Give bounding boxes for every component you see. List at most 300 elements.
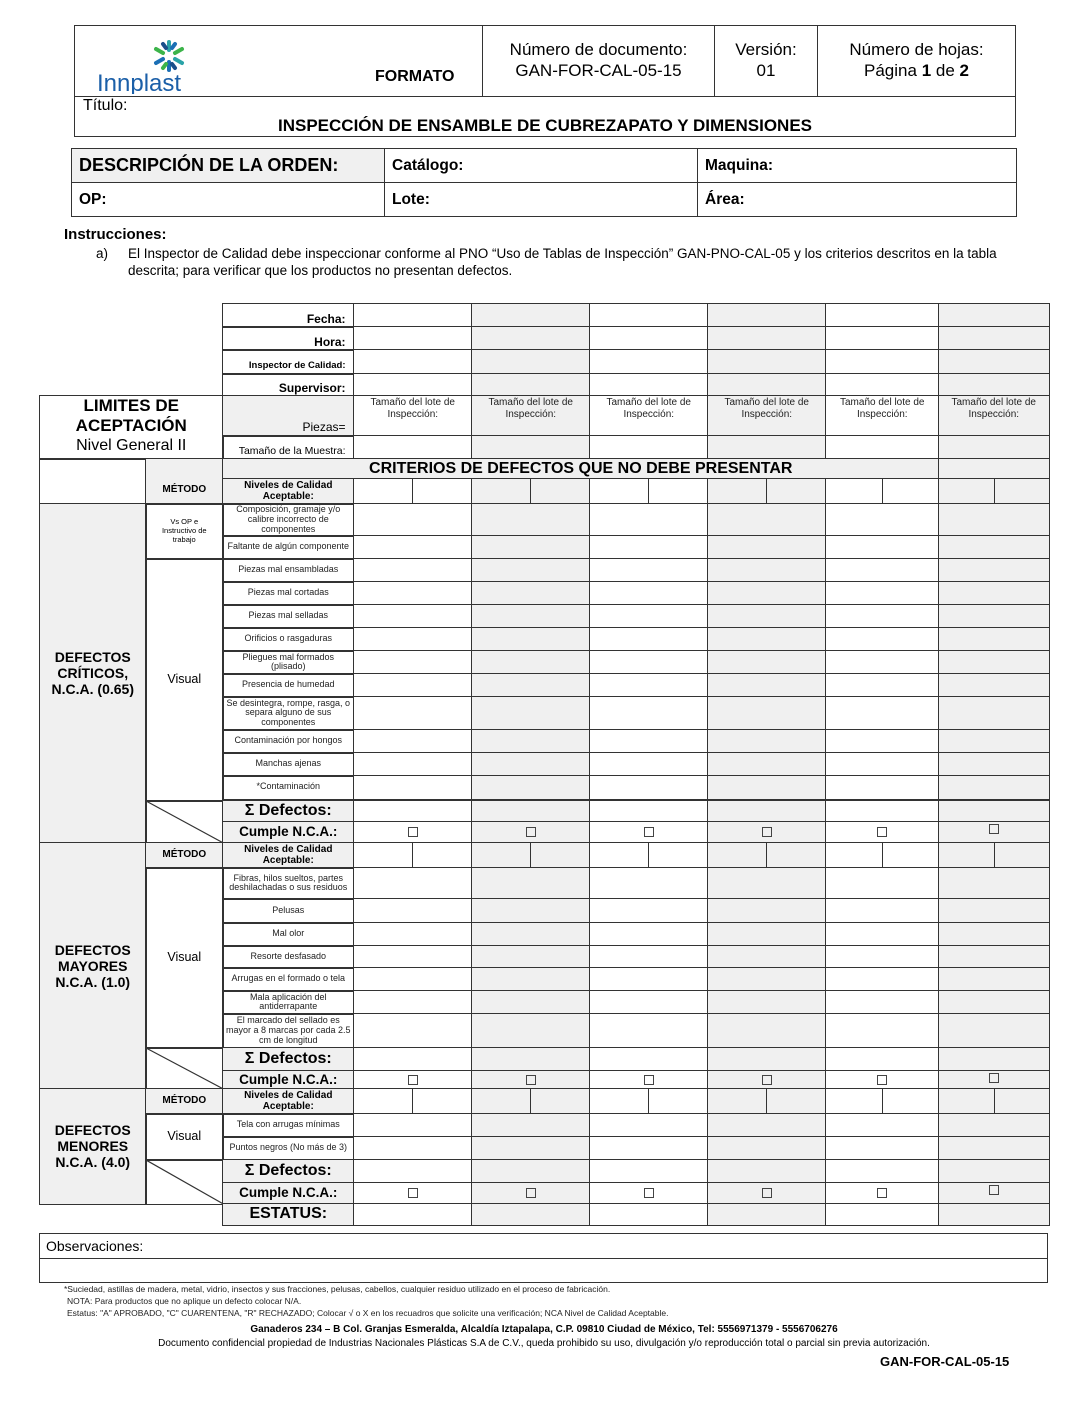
sum-defects-col-1[interactable]: [353, 1159, 473, 1184]
defect-count-col-1[interactable]: [353, 604, 473, 629]
defect-count-col-1[interactable]: [353, 696, 473, 731]
page-current: 1: [921, 61, 932, 80]
checkbox[interactable]: [877, 1075, 887, 1085]
defect-count-col-5[interactable]: [825, 898, 940, 924]
checkbox[interactable]: [526, 827, 536, 837]
defect-count-col-1[interactable]: [353, 775, 473, 800]
defect-count-col-2[interactable]: [471, 729, 591, 754]
defect-count-col-3[interactable]: [589, 627, 709, 652]
sum-defects-col-2[interactable]: [471, 800, 591, 823]
defect-count-col-3[interactable]: [589, 867, 709, 900]
defect-count-col-3[interactable]: [589, 535, 709, 560]
nca-level-col-6-b[interactable]: [994, 1088, 1050, 1115]
sum-defects-col-4[interactable]: [707, 1159, 827, 1184]
defect-count-col-2[interactable]: [471, 1113, 591, 1138]
cumple-nca-col-3[interactable]: [589, 821, 709, 844]
nca-level-col-1-b[interactable]: [412, 478, 473, 505]
defect-count-col-5[interactable]: [825, 696, 940, 731]
logo-snowflake-icon: [93, 38, 213, 94]
hora-field-col-6[interactable]: [938, 326, 1050, 351]
nca-level-col-3-a[interactable]: [589, 1088, 650, 1115]
hora-field-col-1[interactable]: [353, 326, 473, 351]
fecha-field-col-6[interactable]: [938, 303, 1050, 328]
defect-count-col-2[interactable]: [471, 775, 591, 800]
defect-count-col-6[interactable]: [938, 945, 1050, 969]
defect-count-col-5[interactable]: [825, 945, 940, 969]
defect-count-col-6[interactable]: [938, 604, 1050, 629]
defect-count-col-2[interactable]: [471, 581, 591, 606]
nca-level-col-2-b[interactable]: [530, 478, 591, 505]
checkbox[interactable]: [877, 1188, 887, 1198]
defect-count-col-6[interactable]: [938, 990, 1050, 1015]
estatus-col-2[interactable]: [471, 1203, 591, 1226]
cumple-nca-col-4[interactable]: [707, 1070, 827, 1090]
checkbox[interactable]: [762, 1188, 772, 1198]
defect-count-col-2[interactable]: [471, 627, 591, 652]
defect-count-col-2[interactable]: [471, 945, 591, 969]
defect-count-col-6[interactable]: [938, 581, 1050, 606]
nca-level-col-1-b[interactable]: [412, 1088, 473, 1115]
defect-count-col-3[interactable]: [589, 945, 709, 969]
nca-level-col-4-a[interactable]: [707, 478, 768, 505]
cumple-nca-col-2[interactable]: [471, 1182, 591, 1205]
cumple-nca-col-4[interactable]: [707, 1182, 827, 1205]
sum-defects-col-6[interactable]: [938, 1159, 1050, 1184]
defect-count-col-1[interactable]: [353, 1113, 473, 1138]
defect-count-col-4[interactable]: [707, 535, 827, 560]
maquina-field[interactable]: Maquina:: [698, 149, 1017, 183]
lot-size-col-2[interactable]: [471, 395, 591, 437]
defect-count-col-3[interactable]: [589, 581, 709, 606]
sum-defects-label: Σ Defectos:: [222, 800, 355, 823]
defect-count-col-6[interactable]: [938, 503, 1050, 537]
defect-count-col-5[interactable]: [825, 1136, 940, 1161]
estatus-col-1[interactable]: [353, 1203, 473, 1226]
nca-level-col-6-b[interactable]: [994, 842, 1050, 869]
defect-count-col-2[interactable]: [471, 650, 591, 675]
cumple-nca-col-5[interactable]: [825, 821, 940, 844]
lot-size-col-6[interactable]: [938, 395, 1050, 437]
cumple-nca-col-3[interactable]: [589, 1070, 709, 1090]
metodo-header: MÉTODO: [145, 1088, 224, 1115]
nca-level-col-5-a[interactable]: [825, 478, 884, 505]
sum-defects-col-5[interactable]: [825, 1159, 940, 1184]
defect-count-col-5[interactable]: [825, 775, 940, 800]
doc-number-label: Número de documento:: [509, 40, 688, 59]
inspector-field-col-3[interactable]: [589, 349, 709, 375]
defect-count-col-3[interactable]: [589, 558, 709, 583]
inspector-field-col-1[interactable]: [353, 349, 473, 375]
defect-count-col-4[interactable]: [707, 945, 827, 969]
defect-item: Manchas ajenas: [222, 752, 355, 777]
note-contamination: *Suciedad, astillas de madera, metal, vidrio, insectos y sus fracciones, pelusas, cabellos, cualquier residuo utilizado en el proceso de fabricación.: [64, 1284, 611, 1294]
defect-count-col-2[interactable]: [471, 604, 591, 629]
supervisor-field-col-3[interactable]: [589, 373, 709, 397]
defect-count-col-6[interactable]: [938, 922, 1050, 947]
defect-count-col-2[interactable]: [471, 696, 591, 731]
checkbox[interactable]: [762, 1075, 772, 1085]
defect-item: Pelusas: [222, 898, 355, 924]
cumple-nca-col-1[interactable]: [353, 1070, 473, 1090]
hora-field-col-2[interactable]: [471, 326, 591, 351]
supervisor-field-col-5[interactable]: [825, 373, 940, 397]
sum-defects-col-1[interactable]: [353, 800, 473, 823]
defect-count-col-5[interactable]: [825, 627, 940, 652]
catalogo-field[interactable]: Catálogo:: [385, 149, 698, 183]
nca-level-col-5-b[interactable]: [882, 842, 940, 869]
defect-count-col-4[interactable]: [707, 1136, 827, 1161]
nca-level-col-5-b[interactable]: [882, 478, 940, 505]
defect-count-col-4[interactable]: [707, 503, 827, 537]
area-field[interactable]: Área:: [698, 183, 1017, 217]
defect-count-col-1[interactable]: [353, 627, 473, 652]
section-major-label: [39, 842, 147, 1090]
cumple-nca-col-2[interactable]: [471, 821, 591, 844]
sum-defects-col-3[interactable]: [589, 800, 709, 823]
nca-level-col-2-a[interactable]: [471, 478, 532, 505]
defect-count-col-1[interactable]: [353, 898, 473, 924]
instruction-text: El Inspector de Calidad debe inspeccionar conforme al PNO “Uso de Tablas de Inspección” GAN-PNO-CAL-05 y los criterios descritos en la tabla descrita; para verificar que los productos no presentan defectos.: [128, 246, 997, 278]
defect-count-col-1[interactable]: [353, 990, 473, 1015]
sum-defects-col-5[interactable]: [825, 800, 940, 823]
lot-size-col-4[interactable]: [707, 395, 827, 437]
supervisor-field-col-2[interactable]: [471, 373, 591, 397]
nca-level-col-5-b[interactable]: [882, 1088, 940, 1115]
estatus-col-5[interactable]: [825, 1203, 940, 1226]
sum-defects-col-1[interactable]: [353, 1047, 473, 1072]
defect-count-col-6[interactable]: [938, 729, 1050, 754]
checkbox[interactable]: [526, 1075, 536, 1085]
defect-item: Se desintegra, rompe, rasga, o separa alguno de sus componentes: [222, 696, 355, 731]
defect-count-col-3[interactable]: [589, 604, 709, 629]
lote-field[interactable]: Lote:: [385, 183, 698, 217]
sample-size-col-1[interactable]: [353, 435, 473, 460]
defect-item: Resorte desfasado: [222, 945, 355, 969]
defect-count-col-4[interactable]: [707, 898, 827, 924]
defect-count-col-3[interactable]: [589, 1013, 709, 1049]
defect-count-col-5[interactable]: [825, 867, 940, 900]
defect-count-col-3[interactable]: [589, 696, 709, 731]
section-name-line: DEFECTOS: [54, 941, 131, 958]
defect-count-col-1[interactable]: [353, 650, 473, 675]
defect-count-col-1[interactable]: [353, 581, 473, 606]
diagonal-critical: [145, 800, 224, 844]
nca-level-col-6-a[interactable]: [938, 842, 996, 869]
nca-level-col-2-a[interactable]: [471, 842, 532, 869]
defect-count-col-4[interactable]: [707, 696, 827, 731]
version-cell: [714, 26, 817, 96]
defect-count-col-5[interactable]: [825, 558, 940, 583]
defect-count-col-3[interactable]: [589, 967, 709, 992]
inspector-field-col-6[interactable]: [938, 349, 1050, 375]
observations-label: Observaciones:: [40, 1234, 1047, 1259]
defect-count-col-1[interactable]: [353, 558, 473, 583]
defect-count-col-5[interactable]: [825, 673, 940, 698]
checkbox[interactable]: [762, 827, 772, 837]
defect-count-col-6[interactable]: [938, 696, 1050, 731]
defect-count-col-2[interactable]: [471, 1136, 591, 1161]
cumple-nca-col-5[interactable]: [825, 1182, 940, 1205]
nca-level-col-6-a[interactable]: [938, 1088, 996, 1115]
nca-level-col-1-a[interactable]: [353, 1088, 414, 1115]
defect-count-col-3[interactable]: [589, 922, 709, 947]
sum-defects-col-3[interactable]: [589, 1159, 709, 1184]
observations-input[interactable]: [40, 1259, 1047, 1282]
method-vsop: Vs OP e Instructivo de trabajo: [145, 503, 224, 560]
defect-count-col-6[interactable]: [938, 775, 1050, 800]
defect-count-col-4[interactable]: [707, 1113, 827, 1138]
nca-level-col-4-b[interactable]: [766, 842, 827, 869]
defect-count-col-1[interactable]: [353, 752, 473, 777]
checkbox[interactable]: [526, 1188, 536, 1198]
nca-level-col-4-a[interactable]: [707, 842, 768, 869]
nca-level-col-1-b[interactable]: [412, 842, 473, 869]
nca-level-col-3-a[interactable]: [589, 842, 650, 869]
checkbox[interactable]: [408, 1188, 418, 1198]
defect-count-col-1[interactable]: [353, 503, 473, 537]
defect-count-col-2[interactable]: [471, 922, 591, 947]
defect-count-col-4[interactable]: [707, 558, 827, 583]
defect-count-col-5[interactable]: [825, 729, 940, 754]
defect-count-col-2[interactable]: [471, 558, 591, 583]
defect-count-col-4[interactable]: [707, 650, 827, 675]
order-description-table: [71, 148, 1017, 217]
defect-count-col-2[interactable]: [471, 503, 591, 537]
defect-count-col-5[interactable]: [825, 503, 940, 537]
defect-count-col-1[interactable]: [353, 1013, 473, 1049]
nca-level-col-5-a[interactable]: [825, 1088, 884, 1115]
defect-count-col-2[interactable]: [471, 752, 591, 777]
checkbox[interactable]: [989, 1185, 999, 1195]
cumple-nca-col-1[interactable]: [353, 821, 473, 844]
nca-level-col-2-b[interactable]: [530, 1088, 591, 1115]
defect-count-col-2[interactable]: [471, 867, 591, 900]
defect-count-col-5[interactable]: [825, 990, 940, 1015]
cumple-nca-col-6[interactable]: [938, 1070, 1050, 1090]
nca-level-col-6-b[interactable]: [994, 478, 1050, 505]
nca-level-col-3-a[interactable]: [589, 478, 650, 505]
defect-count-col-4[interactable]: [707, 990, 827, 1015]
lot-size-label: Tamaño del lote de Inspección:: [370, 397, 455, 420]
defect-item: El marcado del sellado es mayor a 8 marcas por cada 2.5 cm de longitud: [222, 1013, 355, 1049]
defect-count-col-3[interactable]: [589, 650, 709, 675]
checkbox[interactable]: [989, 824, 999, 834]
nca-level-col-4-b[interactable]: [766, 1088, 827, 1115]
defect-count-col-3[interactable]: [589, 1113, 709, 1138]
sum-defects-col-6[interactable]: [938, 800, 1050, 823]
defect-count-col-2[interactable]: [471, 1013, 591, 1049]
sum-defects-col-5[interactable]: [825, 1047, 940, 1072]
fecha-field-col-4[interactable]: [707, 303, 827, 328]
sum-defects-col-2[interactable]: [471, 1159, 591, 1184]
sum-defects-col-2[interactable]: [471, 1047, 591, 1072]
section-name-line: N.C.A. (1.0): [55, 973, 131, 990]
lot-size-col-3[interactable]: [589, 395, 709, 437]
defect-count-col-1[interactable]: [353, 1136, 473, 1161]
defect-count-col-4[interactable]: [707, 627, 827, 652]
sample-size-col-5[interactable]: [825, 435, 940, 460]
metodo-header: MÉTODO: [145, 842, 224, 869]
estatus-col-4[interactable]: [707, 1203, 827, 1226]
defect-count-col-3[interactable]: [589, 775, 709, 800]
defect-count-col-2[interactable]: [471, 673, 591, 698]
inspector-field-col-4[interactable]: [707, 349, 827, 375]
nca-level-col-4-a[interactable]: [707, 1088, 768, 1115]
defect-count-col-4[interactable]: [707, 673, 827, 698]
defect-item: Orificios o rasgaduras: [222, 627, 355, 652]
defect-count-col-5[interactable]: [825, 967, 940, 992]
hora-field-col-5[interactable]: [825, 326, 940, 351]
defect-count-col-3[interactable]: [589, 503, 709, 537]
defect-count-col-5[interactable]: [825, 650, 940, 675]
checkbox[interactable]: [408, 827, 418, 837]
defect-count-col-4[interactable]: [707, 775, 827, 800]
supervisor-field-col-4[interactable]: [707, 373, 827, 397]
defect-count-col-6[interactable]: [938, 558, 1050, 583]
nca-level-col-4-b[interactable]: [766, 478, 827, 505]
cumple-nca-label: Cumple N.C.A.:: [222, 1070, 355, 1090]
defect-count-col-4[interactable]: [707, 867, 827, 900]
checkbox[interactable]: [408, 1075, 418, 1085]
checkbox[interactable]: [877, 827, 887, 837]
sample-size-col-4[interactable]: [707, 435, 827, 460]
nca-level-col-2-a[interactable]: [471, 1088, 532, 1115]
defect-count-col-6[interactable]: [938, 1113, 1050, 1138]
defect-count-col-2[interactable]: [471, 535, 591, 560]
sample-size-col-2[interactable]: [471, 435, 591, 460]
hora-field-col-3[interactable]: [589, 326, 709, 351]
nca-level-col-6-a[interactable]: [938, 478, 996, 505]
supervisor-field-col-6[interactable]: [938, 373, 1050, 397]
defect-count-col-1[interactable]: [353, 673, 473, 698]
nca-level-col-3-b[interactable]: [648, 842, 709, 869]
defect-count-col-6[interactable]: [938, 627, 1050, 652]
sum-defects-col-3[interactable]: [589, 1047, 709, 1072]
defect-count-col-4[interactable]: [707, 922, 827, 947]
defect-count-col-5[interactable]: [825, 581, 940, 606]
defect-count-col-2[interactable]: [471, 967, 591, 992]
nca-level-col-2-b[interactable]: [530, 842, 591, 869]
sum-defects-col-6[interactable]: [938, 1047, 1050, 1072]
checkbox[interactable]: [644, 827, 654, 837]
nca-level-col-5-a[interactable]: [825, 842, 884, 869]
defect-count-col-3[interactable]: [589, 729, 709, 754]
defect-count-col-3[interactable]: [589, 898, 709, 924]
sum-defects-col-4[interactable]: [707, 800, 827, 823]
defect-count-col-3[interactable]: [589, 673, 709, 698]
defect-count-col-2[interactable]: [471, 898, 591, 924]
cumple-nca-col-4[interactable]: [707, 821, 827, 844]
op-field[interactable]: OP:: [72, 183, 385, 217]
defect-count-col-6[interactable]: [938, 967, 1050, 992]
defect-count-col-1[interactable]: [353, 535, 473, 560]
supervisor-field-col-1[interactable]: [353, 373, 473, 397]
estatus-col-6[interactable]: [938, 1203, 1050, 1226]
sample-size-col-3[interactable]: [589, 435, 709, 460]
defect-item: Puntos negros (No más de 3): [222, 1136, 355, 1161]
hora-field-col-4[interactable]: [707, 326, 827, 351]
defect-count-col-6[interactable]: [938, 867, 1050, 900]
sample-size-label: Tamaño de la Muestra:: [222, 435, 355, 460]
defect-count-col-6[interactable]: [938, 1013, 1050, 1049]
defect-count-col-1[interactable]: [353, 729, 473, 754]
defect-count-col-5[interactable]: [825, 1113, 940, 1138]
defect-count-col-5[interactable]: [825, 604, 940, 629]
defect-count-col-3[interactable]: [589, 990, 709, 1015]
page-total: 2: [959, 61, 969, 80]
lot-size-col-5[interactable]: [825, 395, 940, 437]
defect-count-col-3[interactable]: [589, 1136, 709, 1161]
defect-count-col-5[interactable]: [825, 535, 940, 560]
sum-defects-col-4[interactable]: [707, 1047, 827, 1072]
defect-count-col-1[interactable]: [353, 945, 473, 969]
inspector-field-col-5[interactable]: [825, 349, 940, 375]
lot-size-label: Tamaño del lote de Inspección:: [606, 397, 691, 420]
checkbox[interactable]: [644, 1075, 654, 1085]
cumple-nca-col-6[interactable]: [938, 821, 1050, 844]
diagonal-line-icon: [146, 801, 223, 843]
cumple-nca-col-1[interactable]: [353, 1182, 473, 1205]
defect-count-col-1[interactable]: [353, 967, 473, 992]
estatus-col-3[interactable]: [589, 1203, 709, 1226]
defect-count-col-4[interactable]: [707, 752, 827, 777]
defect-count-col-4[interactable]: [707, 967, 827, 992]
defect-count-col-2[interactable]: [471, 990, 591, 1015]
nca-level-col-1-a[interactable]: [353, 842, 414, 869]
cumple-nca-col-3[interactable]: [589, 1182, 709, 1205]
nca-label: Niveles de Calidad Aceptable:: [222, 1088, 355, 1115]
checkbox[interactable]: [989, 1073, 999, 1083]
defect-item: Piezas mal ensambladas: [222, 558, 355, 583]
nca-level-col-3-b[interactable]: [648, 1088, 709, 1115]
fecha-field-col-1[interactable]: [353, 303, 473, 328]
defect-count-col-5[interactable]: [825, 752, 940, 777]
defect-count-col-1[interactable]: [353, 922, 473, 947]
defect-count-col-5[interactable]: [825, 1013, 940, 1049]
defect-count-col-6[interactable]: [938, 535, 1050, 560]
fecha-field-col-2[interactable]: [471, 303, 591, 328]
lot-size-label: Tamaño del lote de Inspección:: [488, 397, 573, 420]
inspector-field-col-2[interactable]: [471, 349, 591, 375]
note-status: Estatus: "A" APROBADO, "C" CUARENTENA, "R" RECHAZADO; Colocar √ o X en los recuadros que solicite una verificación; NCA Nivel de Calidad Aceptable.: [67, 1308, 669, 1318]
defect-count-col-5[interactable]: [825, 922, 940, 947]
defect-count-col-1[interactable]: [353, 867, 473, 900]
lot-size-col-1[interactable]: [353, 395, 473, 437]
diagonal-major: [145, 1047, 224, 1090]
defect-count-col-6[interactable]: [938, 1136, 1050, 1161]
sample-size-col-6[interactable]: [938, 435, 1050, 460]
nca-level-col-1-a[interactable]: [353, 478, 414, 505]
cumple-nca-col-5[interactable]: [825, 1070, 940, 1090]
defect-count-col-6[interactable]: [938, 752, 1050, 777]
defect-count-col-4[interactable]: [707, 604, 827, 629]
checkbox[interactable]: [644, 1188, 654, 1198]
defect-count-col-4[interactable]: [707, 1013, 827, 1049]
nca-level-col-3-b[interactable]: [648, 478, 709, 505]
cumple-nca-col-6[interactable]: [938, 1182, 1050, 1205]
defect-count-col-4[interactable]: [707, 729, 827, 754]
defect-count-col-6[interactable]: [938, 650, 1050, 675]
defect-count-col-3[interactable]: [589, 752, 709, 777]
fecha-field-col-5[interactable]: [825, 303, 940, 328]
svg-text:Innplast: Innplast: [97, 70, 182, 94]
fecha-field-col-3[interactable]: [589, 303, 709, 328]
defect-count-col-6[interactable]: [938, 898, 1050, 924]
document-title: INSPECCIÓN DE ENSAMBLE DE CUBREZAPATO Y DIMENSIONES: [278, 116, 812, 135]
cumple-nca-col-2[interactable]: [471, 1070, 591, 1090]
defect-count-col-4[interactable]: [707, 581, 827, 606]
defect-count-col-6[interactable]: [938, 673, 1050, 698]
